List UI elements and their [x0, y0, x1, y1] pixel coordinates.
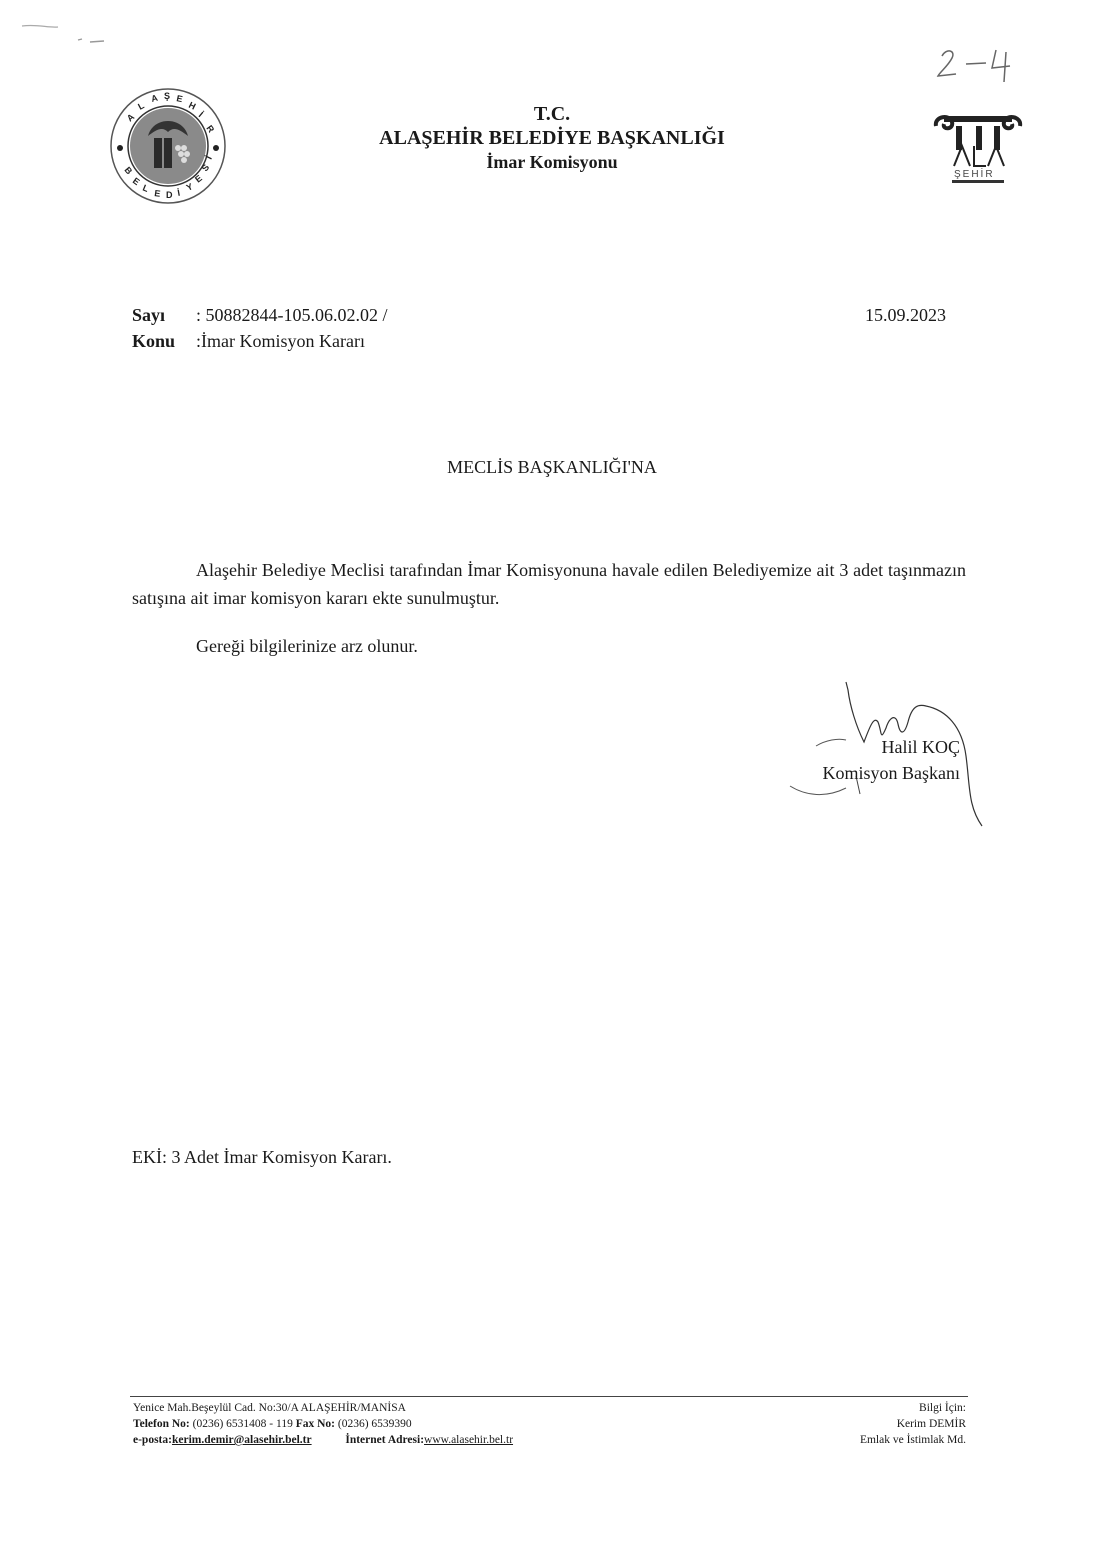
- body-paragraph-1: Alaşehir Belediye Meclisi tarafından İmar Komisyonuna havale edilen Belediyemize ait 3 adet taşınmazın satışına ait imar komisyon kararı ekte sunulmuştur.: [132, 560, 966, 608]
- letterhead: [0, 99, 1104, 174]
- document-date: 15.09.2023: [865, 305, 946, 325]
- signatory-title: Komisyon Başkanı: [822, 763, 960, 783]
- sayi-value: : 50882844-105.06.02.02 /: [196, 305, 388, 325]
- info-label: Bilgi İçin:: [919, 1402, 966, 1414]
- svg-text:Ş: Ş: [164, 91, 171, 101]
- svg-text:A: A: [124, 111, 137, 124]
- svg-text:L: L: [141, 182, 151, 194]
- reference-block: [132, 302, 388, 354]
- footer-info: [760, 1400, 966, 1448]
- konu-value: :İmar Komisyon Kararı: [196, 331, 365, 351]
- footer-divider: [130, 1396, 968, 1397]
- svg-text:E: E: [153, 188, 162, 199]
- svg-text:A: A: [150, 92, 159, 104]
- website-link[interactable]: www.alasehir.bel.tr: [424, 1434, 514, 1446]
- svg-text:ŞEHİR: ŞEHİR: [954, 169, 995, 180]
- internet-label: İnternet Adresi:: [345, 1434, 425, 1446]
- fax-label: Fax No:: [295, 1418, 335, 1430]
- email-label: e-posta:: [133, 1434, 172, 1446]
- svg-text:İ: İ: [176, 187, 181, 198]
- scan-mark-icon: [18, 18, 118, 52]
- svg-text:D: D: [166, 190, 173, 200]
- sayi-label: Sayı: [132, 305, 166, 325]
- addressee: MECLİS BAŞKANLIĞI'NA: [447, 457, 657, 477]
- svg-text:L: L: [136, 100, 146, 112]
- handwritten-page-note: [930, 44, 1030, 84]
- svg-text:İ: İ: [196, 109, 206, 120]
- svg-text:E: E: [130, 175, 142, 188]
- phone-value: (0236) 6531408 - 119: [189, 1418, 296, 1430]
- footer-online-row: [133, 1432, 513, 1448]
- konu-row: [132, 328, 388, 354]
- svg-text:H: H: [187, 99, 198, 112]
- svg-text:Y: Y: [184, 181, 195, 193]
- header-line-tc: T.C.: [533, 103, 571, 125]
- svg-text:S: S: [199, 162, 212, 174]
- info-name: Kerim DEMİR: [896, 1418, 966, 1430]
- sayi-row: [132, 302, 388, 328]
- svg-text:E: E: [193, 172, 204, 185]
- header-line-institution: ALAŞEHİR BELEDİYE BAŞKANLIĞI: [379, 127, 725, 149]
- konu-label: Konu: [132, 331, 176, 351]
- fax-value: (0236) 6539390: [335, 1418, 412, 1430]
- attachment-note: EKİ: 3 Adet İmar Komisyon Kararı.: [132, 1147, 392, 1167]
- footer-address: Yenice Mah.Beşeylül Cad. No:30/A ALAŞEHİR/MANİSA: [133, 1402, 406, 1414]
- info-department: Emlak ve İstimlak Md.: [859, 1434, 966, 1446]
- svg-text:R: R: [204, 123, 217, 135]
- email-link[interactable]: kerim.demir@alasehir.bel.tr: [171, 1434, 312, 1446]
- footer-contact: [133, 1400, 513, 1448]
- footer-phone-row: [133, 1416, 513, 1432]
- svg-text:B: B: [122, 164, 135, 177]
- signatory-name: Halil KOÇ: [881, 737, 960, 757]
- header-line-department: İmar Komisyonu: [486, 152, 618, 172]
- svg-text:E: E: [175, 93, 184, 105]
- body-paragraph-2: Gereği bilgilerinize arz olunur.: [196, 636, 418, 656]
- svg-text:İ: İ: [203, 154, 214, 161]
- phone-label: Telefon No:: [133, 1418, 190, 1430]
